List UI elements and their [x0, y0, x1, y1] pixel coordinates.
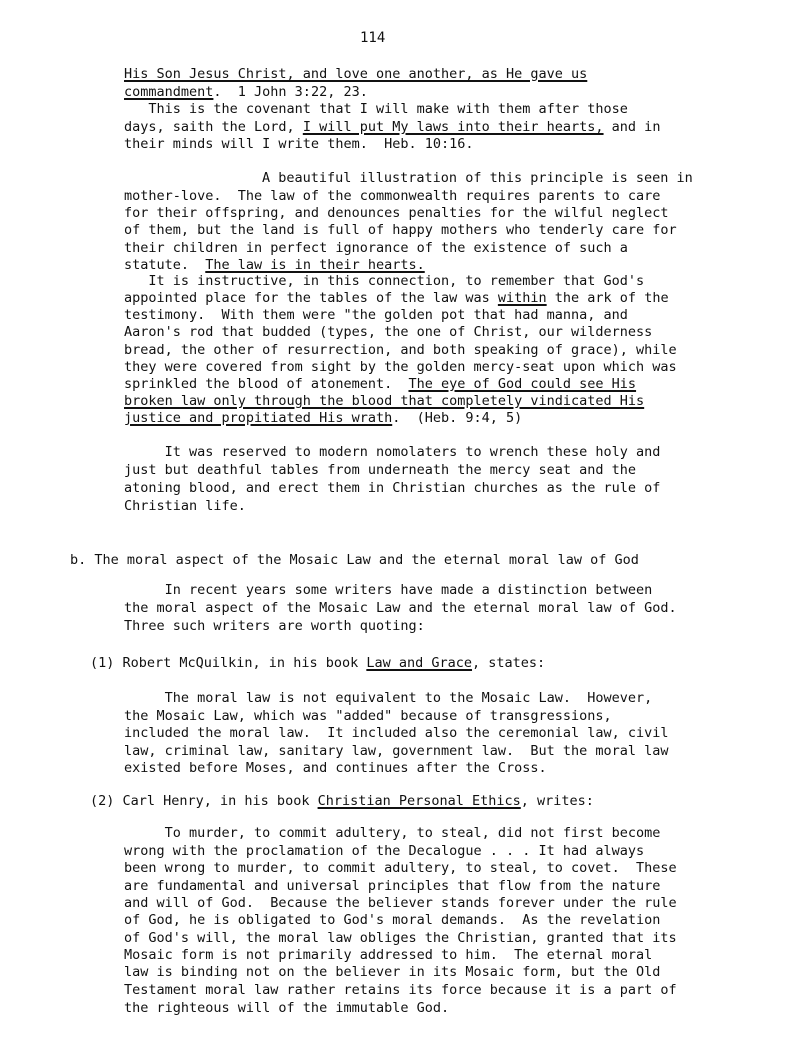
text-line [124, 393, 644, 410]
text-line [90, 793, 594, 810]
text-line [124, 462, 636, 479]
text-line [124, 600, 677, 617]
text-segment: atoning blood, and erect them in Christian churches as the rule of [124, 480, 661, 496]
text-segment: been wrong to murder, to commit adultery, to steal, to covet. These [124, 860, 677, 876]
text-line [70, 552, 639, 569]
text-segment: are fundamental and universal principles that flow from the nature [124, 878, 661, 894]
text-line [124, 708, 612, 725]
text-segment: b. The moral aspect of the Mosaic Law and the eternal moral law of God [70, 552, 639, 568]
text-line [124, 843, 644, 860]
text-segment: . (Heb. 9:4, 5) [392, 410, 523, 426]
text-line [124, 101, 628, 118]
text-line [124, 480, 660, 497]
text-segment: wrong with the proclamation of the Decalogue . . . It had always [124, 843, 645, 859]
text-line [124, 324, 652, 341]
underlined-text: The law is in their hearts. [205, 257, 425, 273]
text-line [124, 342, 677, 359]
text-line [124, 498, 246, 515]
text-line [124, 273, 644, 290]
underlined-text: Law and Grace [366, 655, 473, 671]
text-line [124, 912, 660, 929]
text-line [124, 444, 660, 461]
underlined-text: Christian Personal Ethics [317, 793, 521, 809]
text-segment: and will of God. Because the believer stands forever under the rule [124, 895, 677, 911]
text-segment: and in [603, 119, 661, 135]
text-segment: days, saith the Lord, [124, 119, 303, 135]
text-segment: Christian life. [124, 498, 246, 514]
text-line [262, 170, 693, 187]
text-line [124, 760, 547, 777]
text-segment: law is binding not on the believer in its Mosaic form, but the Old [124, 964, 661, 980]
text-segment: their minds will I write them. Heb. 10:16. [124, 136, 474, 152]
text-segment: The moral law is not equivalent to the Mosaic Law. However, [124, 690, 653, 706]
text-line [90, 655, 545, 672]
text-segment: (2) Carl Henry, in his book [90, 793, 318, 809]
text-segment: law, criminal law, sanitary law, government law. But the moral law [124, 743, 669, 759]
text-segment: mother-love. The law of the commonwealth requires parents to care [124, 188, 661, 204]
text-segment: of them, but the land is full of happy mothers who tenderly care for [124, 222, 677, 238]
text-line [124, 66, 587, 83]
text-line [124, 878, 660, 895]
underlined-text: His Son Jesus Christ, and love one another, as He gave us [124, 66, 588, 82]
text-line [124, 240, 628, 257]
text-line [124, 410, 522, 427]
text-segment: , states: [472, 655, 546, 671]
page-number: 114 [360, 30, 386, 46]
text-segment: Three such writers are worth quoting: [124, 618, 425, 634]
text-segment: This is the covenant that I will make with them after those [124, 101, 628, 117]
text-segment: included the moral law. It included also the ceremonial law, civil [124, 725, 669, 741]
text-line [124, 618, 425, 635]
text-segment: Aaron's rod that budded (types, the one of Christ, our wilderness [124, 324, 653, 340]
text-line [124, 84, 368, 101]
text-line [124, 582, 652, 599]
text-line [124, 257, 425, 274]
text-segment: just but deathful tables from underneath the mercy seat and the [124, 462, 637, 478]
text-line [124, 895, 677, 912]
text-segment: It is instructive, in this connection, to remember that God's [124, 273, 645, 289]
text-segment: of God's will, the moral law obliges the Christian, granted that its [124, 930, 677, 946]
text-line [124, 136, 474, 153]
text-segment: Testament moral law rather retains its force because it is a part of [124, 982, 677, 998]
text-line [124, 376, 636, 393]
text-line [124, 947, 652, 964]
text-line [124, 119, 660, 136]
text-line [124, 743, 669, 760]
text-line [124, 690, 652, 707]
text-segment: In recent years some writers have made a distinction between [124, 582, 653, 598]
text-segment: bread, the other of resurrection, and both speaking of grace), while [124, 342, 677, 358]
text-segment: It was reserved to modern nomolaters to wrench these holy and [124, 444, 661, 460]
text-segment: A beautiful illustration of this principle is seen in [262, 170, 693, 186]
underlined-text: justice and propitiated His wrath [124, 410, 393, 426]
text-line [124, 188, 660, 205]
text-segment: of God, he is obligated to God's moral demands. As the revelation [124, 912, 661, 928]
underlined-text: I will put My laws into their hearts, [302, 119, 604, 135]
text-segment: they were covered from sight by the golden mercy-seat upon which was [124, 359, 677, 375]
text-line [124, 205, 669, 222]
text-line [124, 290, 669, 307]
text-line [124, 222, 677, 239]
text-line [124, 930, 677, 947]
text-line [124, 964, 660, 981]
underlined-text: within [497, 290, 547, 306]
text-segment: the Mosaic Law, which was "added" because of transgressions, [124, 708, 612, 724]
text-line [124, 982, 677, 999]
text-segment: . 1 John 3:22, 23. [213, 84, 368, 100]
underlined-text: commandment [124, 84, 214, 100]
text-segment: their children in perfect ignorance of the existence of such a [124, 240, 628, 256]
text-segment: , writes: [520, 793, 594, 809]
text-line [124, 307, 628, 324]
text-segment: the ark of the [546, 290, 669, 306]
text-segment: appointed place for the tables of the law was [124, 290, 498, 306]
text-segment: for their offspring, and denounces penalties for the wilful neglect [124, 205, 669, 221]
text-line [124, 860, 677, 877]
text-segment: To murder, to commit adultery, to steal, did not first become [124, 825, 661, 841]
text-segment: the righteous will of the immutable God. [124, 1000, 450, 1016]
underlined-text: broken law only through the blood that completely vindicated His [124, 393, 645, 409]
text-line [124, 359, 677, 376]
text-segment: statute. [124, 257, 206, 273]
text-line [124, 1000, 449, 1017]
text-segment: sprinkled the blood of atonement. [124, 376, 409, 392]
text-line [124, 825, 660, 842]
text-segment: the moral aspect of the Mosaic Law and the eternal moral law of God. [124, 600, 677, 616]
text-line [124, 725, 669, 742]
text-segment: testimony. With them were "the golden pot that had manna, and [124, 307, 628, 323]
text-segment: existed before Moses, and continues after the Cross. [124, 760, 547, 776]
underlined-text: The eye of God could see His [408, 376, 637, 392]
text-segment: Mosaic form is not primarily addressed to him. The eternal moral [124, 947, 653, 963]
text-segment: (1) Robert McQuilkin, in his book [90, 655, 367, 671]
